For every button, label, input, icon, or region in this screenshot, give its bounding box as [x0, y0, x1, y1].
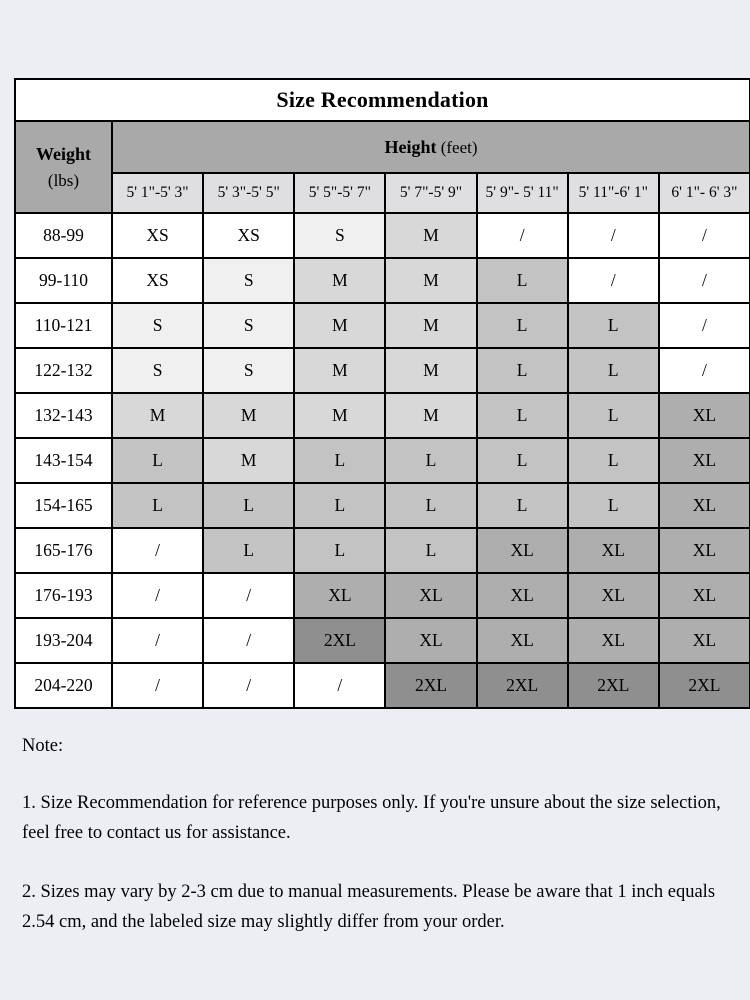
size-cell: XL [477, 573, 568, 618]
size-cell: XL [385, 618, 476, 663]
weight-range-cell: 176-193 [15, 573, 112, 618]
size-cell: M [385, 348, 476, 393]
size-cell: L [385, 438, 476, 483]
size-cell: XS [112, 258, 203, 303]
size-cell: M [385, 213, 476, 258]
size-cell: XL [659, 528, 750, 573]
size-cell: S [294, 213, 385, 258]
size-cell: M [294, 393, 385, 438]
size-cell: 2XL [385, 663, 476, 708]
table-row [15, 573, 750, 618]
size-cell: / [659, 213, 750, 258]
size-cell: / [568, 258, 659, 303]
height-range-header-row [15, 173, 750, 213]
height-range-header: 5' 9"- 5' 11" [477, 173, 568, 213]
notes-label: Note: [22, 736, 64, 756]
height-column-header [112, 121, 750, 173]
weight-range-cell: 204-220 [15, 663, 112, 708]
size-cell: 2XL [568, 663, 659, 708]
size-cell: XL [659, 483, 750, 528]
size-cell: L [203, 528, 294, 573]
table-row [15, 303, 750, 348]
table-row [15, 618, 750, 663]
size-cell: M [294, 258, 385, 303]
size-cell: / [112, 663, 203, 708]
size-cell: XL [477, 618, 568, 663]
weight-range-cell: 88-99 [15, 213, 112, 258]
size-cell: XL [659, 573, 750, 618]
size-cell: L [568, 303, 659, 348]
size-recommendation-table [14, 78, 750, 709]
size-cell: L [112, 483, 203, 528]
size-cell: XL [568, 618, 659, 663]
size-cell: XS [203, 213, 294, 258]
size-cell: 2XL [659, 663, 750, 708]
size-cell: L [477, 303, 568, 348]
table-row [15, 393, 750, 438]
size-cell: L [568, 438, 659, 483]
size-cell: XL [659, 438, 750, 483]
size-cell: L [477, 483, 568, 528]
size-cell: M [294, 348, 385, 393]
table-row [15, 348, 750, 393]
size-cell: XL [294, 573, 385, 618]
size-cell: L [568, 483, 659, 528]
size-cell: / [112, 618, 203, 663]
size-cell: / [203, 573, 294, 618]
size-cell: S [112, 303, 203, 348]
size-cell: M [203, 393, 294, 438]
size-cell: L [294, 438, 385, 483]
title-row [15, 79, 750, 121]
size-cell: L [112, 438, 203, 483]
size-cell: M [294, 303, 385, 348]
size-cell: / [659, 303, 750, 348]
notes-section [22, 732, 734, 967]
size-cell: M [112, 393, 203, 438]
size-cell: XL [659, 618, 750, 663]
height-range-header: 5' 5"-5' 7" [294, 173, 385, 213]
weight-range-cell: 165-176 [15, 528, 112, 573]
weight-range-cell: 193-204 [15, 618, 112, 663]
table-row [15, 438, 750, 483]
weight-range-cell: 132-143 [15, 393, 112, 438]
size-cell: S [203, 258, 294, 303]
size-cell: / [203, 618, 294, 663]
size-cell: M [203, 438, 294, 483]
height-range-header: 6' 1"- 6' 3" [659, 173, 750, 213]
weight-column-header [15, 121, 112, 213]
size-cell: L [477, 393, 568, 438]
size-cell: L [568, 393, 659, 438]
size-cell: L [294, 528, 385, 573]
size-cell: / [659, 258, 750, 303]
size-cell: XL [385, 573, 476, 618]
height-range-header: 5' 1"-5' 3" [112, 173, 203, 213]
size-cell: XL [568, 528, 659, 573]
weight-range-cell: 143-154 [15, 438, 112, 483]
table-title: Size Recommendation [15, 79, 750, 121]
height-unit-label: (feet) [436, 137, 478, 157]
size-cell: 2XL [294, 618, 385, 663]
size-chart-section [14, 78, 749, 709]
size-cell: / [203, 663, 294, 708]
height-range-header: 5' 3"-5' 5" [203, 173, 294, 213]
height-range-header: 5' 7"-5' 9" [385, 173, 476, 213]
size-cell: XS [112, 213, 203, 258]
table-row [15, 258, 750, 303]
size-cell: L [385, 483, 476, 528]
size-cell: L [203, 483, 294, 528]
size-cell: / [659, 348, 750, 393]
size-cell: S [203, 303, 294, 348]
size-cell: 2XL [477, 663, 568, 708]
size-cell: L [477, 258, 568, 303]
table-row [15, 483, 750, 528]
size-cell: L [294, 483, 385, 528]
table-row [15, 663, 750, 708]
size-cell: S [112, 348, 203, 393]
size-cell: L [477, 348, 568, 393]
note-item-2: 2. Sizes may vary by 2-3 cm due to manual measurements. Please be aware that 1 inch equals 2.54 cm, and the labeled size may slightly differ from your order. [22, 881, 716, 932]
size-cell: L [385, 528, 476, 573]
size-cell: XL [659, 393, 750, 438]
table-row [15, 213, 750, 258]
size-cell: L [568, 348, 659, 393]
size-cell: XL [568, 573, 659, 618]
note-item-1: 1. Size Recommendation for reference purposes only. If you're unsure about the size selection, feel free to contact us for assistance. [22, 792, 721, 843]
header-row [15, 121, 750, 173]
size-cell: / [112, 528, 203, 573]
size-cell: / [112, 573, 203, 618]
weight-unit-label: (lbs) [47, 170, 80, 190]
size-cell: M [385, 393, 476, 438]
size-cell: L [477, 438, 568, 483]
weight-header-label: Weight [35, 143, 91, 164]
weight-range-cell: 99-110 [15, 258, 112, 303]
height-header-label: Height [384, 136, 437, 157]
size-cell: / [477, 213, 568, 258]
weight-range-cell: 110-121 [15, 303, 112, 348]
weight-range-cell: 122-132 [15, 348, 112, 393]
size-cell: M [385, 258, 476, 303]
size-cell: / [294, 663, 385, 708]
size-cell: / [568, 213, 659, 258]
size-cell: XL [477, 528, 568, 573]
weight-range-cell: 154-165 [15, 483, 112, 528]
size-cell: M [385, 303, 476, 348]
height-range-header: 5' 11"-6' 1" [568, 173, 659, 213]
table-row [15, 528, 750, 573]
size-cell: S [203, 348, 294, 393]
